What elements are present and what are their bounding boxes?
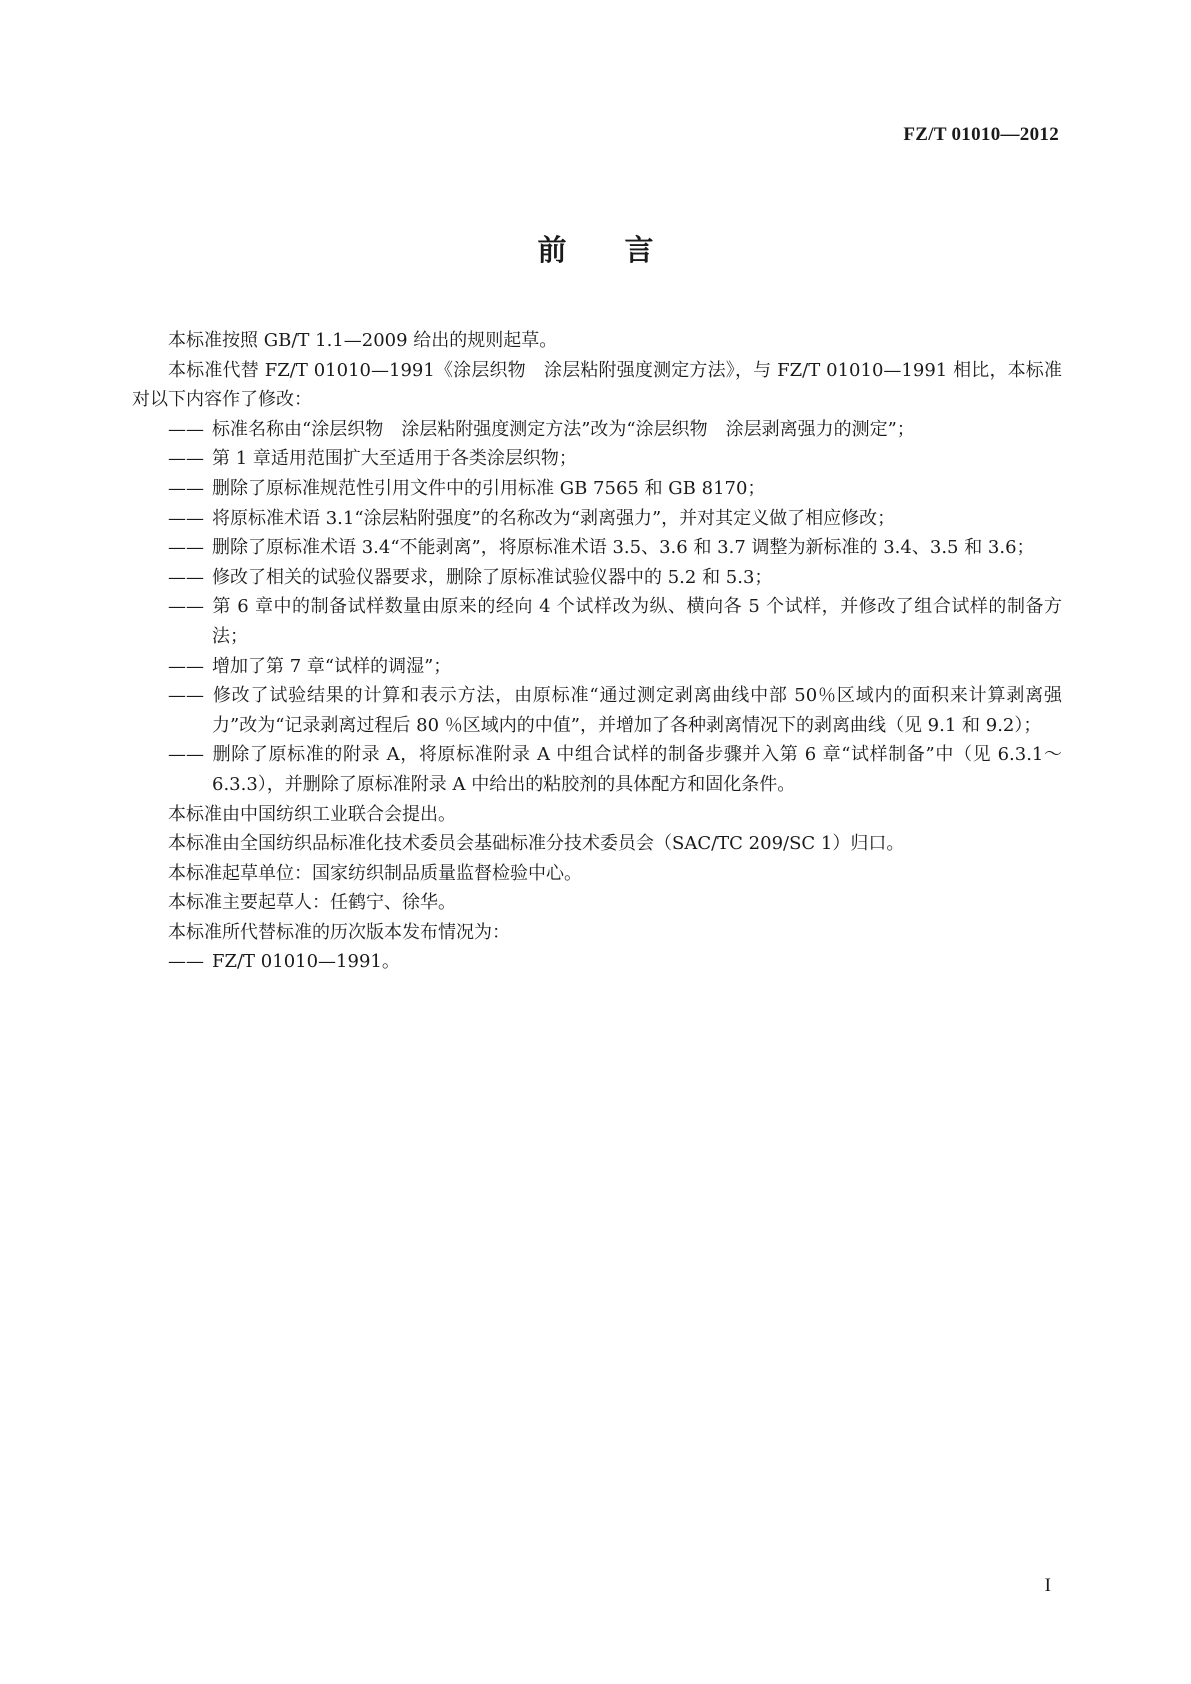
list-item [132,652,1062,682]
list-dash: —— [168,685,204,707]
list-item [132,681,1062,740]
list-item [132,592,1062,651]
list-dash: —— [168,566,204,588]
list-item [132,740,1062,799]
page-number: I [1044,1575,1051,1596]
list-dash: —— [168,655,204,677]
list-item [132,444,1062,474]
list-item-text: 修改了相关的试验仪器要求，删除了原标准试验仪器中的 5.2 和 5.3； [212,566,773,588]
list-item-text: 第 6 章中的制备试样数量由原来的经向 4 个试样改为纵、横向各 5 个试样，并修改了组合试样的制备方法； [212,596,1062,647]
list-item-text: 删除了原标准规范性引用文件中的引用标准 GB 7565 和 GB 8170； [212,477,766,499]
list-item [132,947,1062,977]
paragraph: 本标准代替 FZ/T 01010—1991《涂层织物 涂层粘附强度测定方法》，与 FZ/T 01010—1991 相比，本标准对以下内容作了修改： [132,359,1062,411]
list-item [132,504,1062,534]
list-dash: —— [168,507,204,529]
paragraph: 本标准主要起草人：任鹤宁、徐华。 [168,892,456,914]
list-item [132,474,1062,504]
page-title: 前言 [537,233,712,267]
foreword-body [132,326,1062,977]
paragraph: 本标准按照 GB/T 1.1—2009 给出的规则起草。 [168,330,558,351]
list-item-text: 将原标准术语 3.1“涂层粘附强度”的名称改为“剥离强力”，并对其定义做了相应修改； [212,507,896,529]
list-dash: —— [168,418,204,440]
list-dash: —— [168,537,204,559]
list-dash: —— [168,596,204,618]
list-dash: —— [168,448,204,470]
list-item-text: 修改了试验结果的计算和表示方法，由原标准“通过测定剥离曲线中部 50％区域内的面积来计算剥离强力”改为“记录剥离过程后 80 ％区域内的中值”，并增加了各种剥离情况下的剥离曲线（见 9.1 和 9.2）； [212,685,1062,736]
standard-code: FZ/T 01010—2012 [903,124,1059,145]
paragraph: 本标准由全国纺织品标准化技术委员会基础标准分技术委员会（SAC/TC 209/SC 1）归口。 [168,833,905,855]
list-item [132,415,1062,445]
list-item [132,563,1062,593]
list-item-text: 删除了原标准术语 3.4“不能剥离”，将原标准术语 3.5、3.6 和 3.7 调整为新标准的 3.4、3.5 和 3.6； [212,537,1035,559]
paragraph: 本标准所代替标准的历次版本发布情况为： [168,921,510,943]
paragraph: 本标准由中国纺织工业联合会提出。 [168,803,456,825]
list-item-text: 标准名称由“涂层织物 涂层粘附强度测定方法”改为“涂层织物 涂层剥离强力的测定”； [212,418,915,440]
list-item-text: 增加了第 7 章“试样的调湿”； [212,655,452,677]
list-item [132,533,1062,563]
list-dash: —— [168,951,204,973]
list-dash: —— [168,477,204,499]
list-item-text: 第 1 章适用范围扩大至适用于各类涂层织物； [212,448,577,470]
list-item-text: FZ/T 01010—1991。 [212,951,400,973]
paragraph: 本标准起草单位：国家纺织制品质量监督检验中心。 [168,862,582,884]
list-item-text: 删除了原标准的附录 A，将原标准附录 A 中组合试样的制备步骤并入第 6 章“试样制备”中（见 6.3.1～6.3.3），并删除了原标准附录 A 中给出的粘胶剂的具体配方和固化条件。 [212,744,1062,795]
list-dash: —— [168,744,204,766]
